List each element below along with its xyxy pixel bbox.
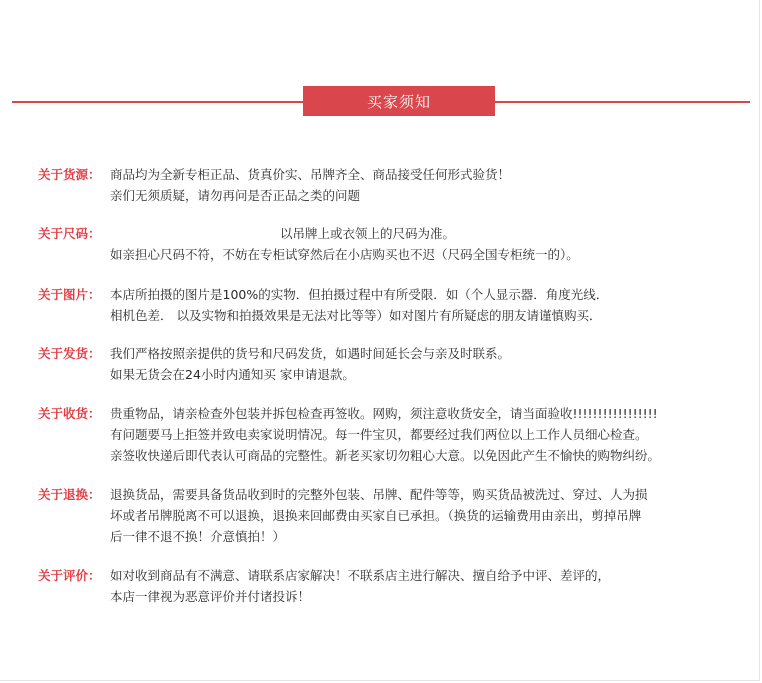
- section-body: [110, 223, 748, 265]
- section-line-wrap: [110, 223, 748, 244]
- header-title-box: [303, 86, 495, 116]
- section-label: 关于退换：: [38, 487, 101, 502]
- section-receiving: [38, 403, 748, 466]
- section-body: [110, 565, 748, 607]
- section-line: 本店一律视为恶意评价并付诸投诉！: [110, 589, 311, 604]
- section-line: 退换货品，需要具备货品收到时的完整外包装、吊牌、配件等等，购买货品被洗过、穿过、人为损: [110, 487, 648, 502]
- section-line: 我们严格按照亲提供的货号和尺码发货，如遇时间延长会与亲及时联系。: [110, 346, 511, 361]
- section-returns: [38, 484, 748, 547]
- section-image: [38, 284, 748, 326]
- section-line: 商品均为全新专柜正品、货真价实、吊牌齐全、商品接受任何形式验货！: [110, 167, 511, 182]
- section-body: [110, 484, 748, 547]
- section-source: [38, 164, 748, 206]
- section-line: 相机色差． 以及实物和拍摄效果是无法对比等等）如对图片有所疑虑的朋友请谨慎购买．: [110, 308, 602, 323]
- section-body: [110, 284, 748, 326]
- page-title: 买家须知: [366, 92, 431, 111]
- section-line: 后一律不退不换！介意慎拍！）: [110, 529, 286, 544]
- section-label: 关于发货：: [38, 346, 101, 361]
- section-line: 如亲担心尺码不符，不妨在专柜试穿然后在小店购买也不迟（尺码全国专柜统一的）。: [110, 247, 579, 262]
- section-label: 关于图片：: [38, 287, 101, 302]
- section-line: 本店所拍摄的图片是100%的实物．但拍摄过程中有所受限．如（个人显示器．角度光线．: [110, 287, 609, 302]
- section-shipping: [38, 343, 748, 385]
- section-line: 如果无货会在24小时内通知买 家申请退款。: [110, 367, 355, 382]
- section-line: 亲们无须质疑，请勿再问是否正品之类的问题: [110, 188, 361, 203]
- section-size: [38, 223, 748, 265]
- section-label: 关于货源：: [38, 167, 101, 182]
- section-label: 关于评价：: [38, 568, 101, 583]
- section-line: 有问题要马上拒签并致电卖家说明情况。每一件宝贝，都要经过我们两位以上工作人员细心检查。: [110, 427, 648, 442]
- section-body: [110, 343, 748, 385]
- section-body: [110, 403, 748, 466]
- section-body: [110, 164, 748, 206]
- section-line: 坏或者吊牌脱离不可以退换，退换来回邮费由买家自已承担。（换货的运输费用由亲出，剪掉吊牌: [110, 508, 642, 523]
- section-line: 如对收到商品有不满意、请联系店家解决！不联系店主进行解决、擅自给予中评、差评的，: [110, 568, 611, 583]
- section-label: 关于收货：: [38, 406, 101, 421]
- section-label: 关于尺码：: [38, 226, 101, 241]
- section-line: 贵重物品，请亲检查外包装并拆包检查再签收。网购，须注意收货安全，请当面验收!!!!!!!!!!!!!!!!!: [110, 406, 658, 421]
- section-line: 以吊牌上或衣领上的尺码为准。: [280, 226, 456, 241]
- section-review: [38, 565, 748, 607]
- section-line: 亲签收快递后即代表认可商品的完整性。新老买家切勿粗心大意。以免因此产生不愉快的购物纠纷。: [110, 448, 661, 463]
